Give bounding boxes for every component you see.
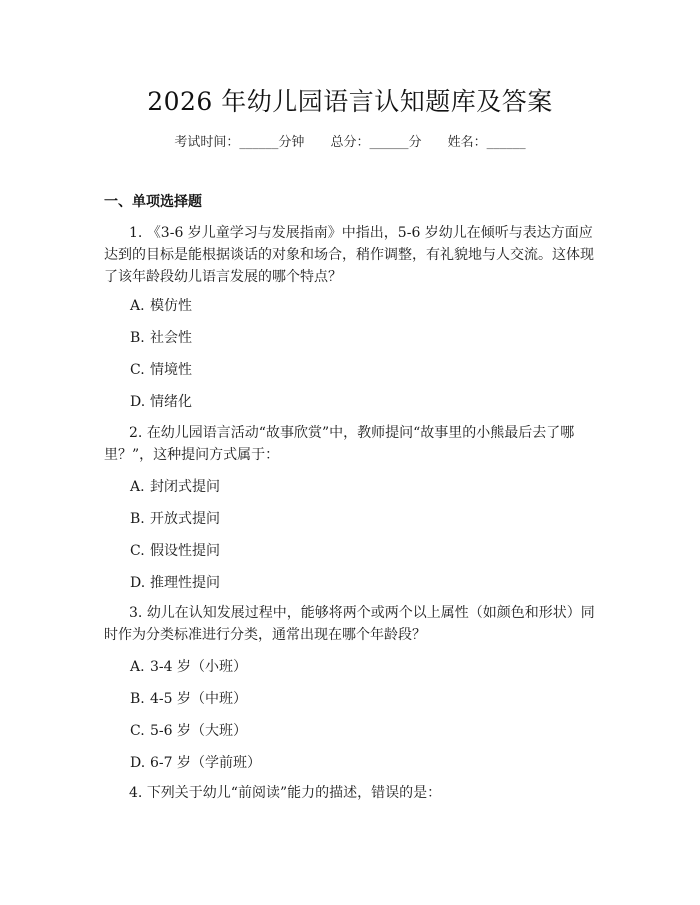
question-2 bbox=[104, 422, 604, 466]
question-1-option-a bbox=[130, 295, 192, 315]
option-letter: A. bbox=[130, 659, 145, 675]
question-3 bbox=[104, 602, 604, 646]
option-text: 4-5 岁（中班） bbox=[150, 691, 247, 707]
question-number: 4. bbox=[129, 785, 143, 801]
question-number: 1. bbox=[129, 225, 143, 241]
question-1-option-c bbox=[130, 359, 192, 379]
option-text: 封闭式提问 bbox=[150, 479, 220, 495]
option-text: 假设性提问 bbox=[150, 543, 220, 559]
document-title: 2026 年幼儿园语言认知题库及答案 bbox=[147, 87, 553, 116]
option-text: 模仿性 bbox=[150, 298, 192, 314]
option-letter: D. bbox=[130, 394, 146, 410]
name-label: 姓名：______ bbox=[447, 135, 526, 150]
option-letter: C. bbox=[130, 543, 145, 559]
question-1-option-d bbox=[130, 391, 192, 411]
option-text: 3-4 岁（小班） bbox=[150, 659, 247, 675]
question-2-option-a bbox=[130, 476, 220, 496]
question-1-option-b bbox=[130, 327, 192, 347]
option-letter: C. bbox=[130, 723, 145, 739]
option-letter: B. bbox=[130, 511, 145, 527]
section-title: 一、单项选择题 bbox=[104, 194, 202, 210]
question-number: 2. bbox=[129, 425, 143, 441]
question-text: 《3-6 岁儿童学习与发展指南》中指出，5-6 岁幼儿在倾听与表达方面应达到的目标是能根据谈话的对象和场合，稍作调整，有礼貌地与人交流。这体现了该年龄段幼儿语言发展的哪个特点？ bbox=[104, 225, 594, 285]
question-2-option-b bbox=[130, 508, 220, 528]
exam-time-label: 考试时间：______分钟 bbox=[174, 135, 305, 150]
question-3-option-a bbox=[130, 656, 247, 676]
option-text: 社会性 bbox=[150, 330, 192, 346]
question-3-option-b bbox=[130, 688, 247, 708]
exam-meta bbox=[0, 131, 700, 150]
option-letter: A. bbox=[130, 298, 145, 314]
option-text: 情绪化 bbox=[150, 394, 192, 410]
option-letter: D. bbox=[130, 575, 146, 591]
option-letter: D. bbox=[130, 755, 146, 771]
option-text: 开放式提问 bbox=[150, 511, 220, 527]
option-text: 5-6 岁（大班） bbox=[150, 723, 247, 739]
question-4 bbox=[104, 782, 604, 804]
option-letter: B. bbox=[130, 330, 145, 346]
total-score-label: 总分：______分 bbox=[330, 135, 422, 150]
option-letter: A. bbox=[130, 479, 145, 495]
question-text: 幼儿在认知发展过程中，能够将两个或两个以上属性（如颜色和形状）同时作为分类标准进行分类，通常出现在哪个年龄段？ bbox=[104, 605, 595, 643]
option-text: 推理性提问 bbox=[150, 575, 220, 591]
option-text: 情境性 bbox=[150, 362, 192, 378]
option-text: 6-7 岁（学前班） bbox=[150, 755, 261, 771]
question-1 bbox=[104, 222, 604, 288]
question-number: 3. bbox=[129, 605, 143, 621]
question-3-option-d bbox=[130, 752, 261, 772]
option-letter: C. bbox=[130, 362, 145, 378]
question-text: 在幼儿园语言活动“故事欣赏”中，教师提问“故事里的小熊最后去了哪里？”，这种提问方式属于： bbox=[104, 425, 575, 463]
question-2-option-d bbox=[130, 572, 220, 592]
option-letter: B. bbox=[130, 691, 145, 707]
question-2-option-c bbox=[130, 540, 220, 560]
question-text: 下列关于幼儿“前阅读”能力的描述，错误的是： bbox=[146, 785, 442, 801]
question-3-option-c bbox=[130, 720, 247, 740]
